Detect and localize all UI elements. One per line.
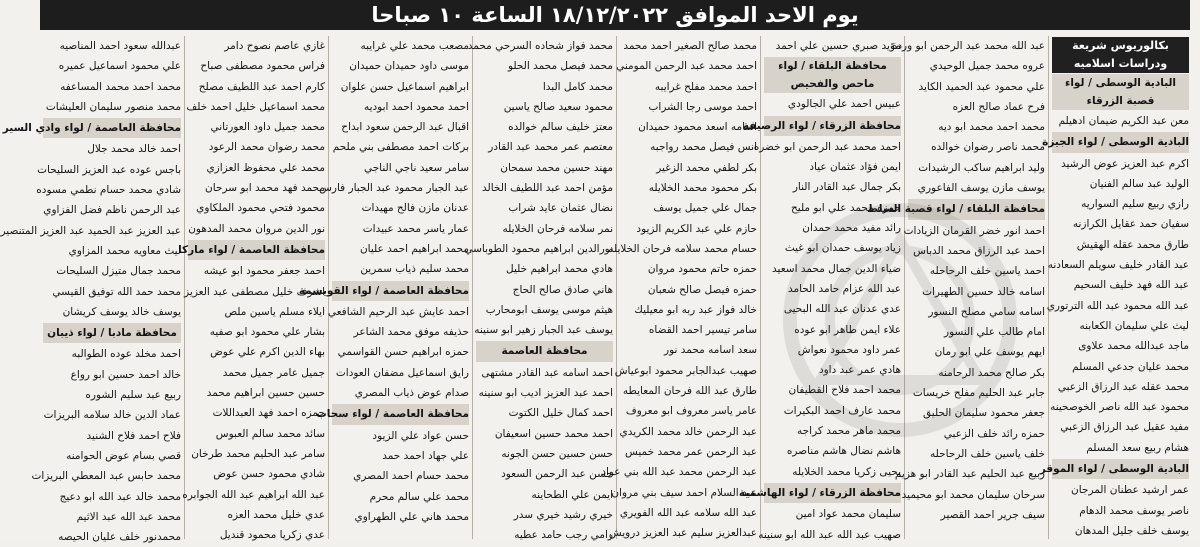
student-name: ناصر يوسف محمد الدهام (1079, 504, 1189, 517)
student-name: ايلاء مسلم ياسين ملص (224, 305, 325, 318)
student-name: سامر سعيد ناجي الناجي (363, 161, 469, 174)
student-name: عمر داود محمود نعواش (797, 343, 901, 356)
student-name: محمد احمد محمد ابو ديه (938, 121, 1045, 134)
student-name: رازي ربيع سليم السواريه (1081, 198, 1189, 211)
student-name: حمزه ابراهيم حسن القواسمي (337, 346, 469, 359)
student-name: جابر عبد الحليم مفلح خريسات (912, 387, 1045, 400)
student-name: مؤمن احمد عبد اللطيف الخالد (482, 182, 613, 195)
student-name: عدي عدنان عبد الله البحيى (783, 303, 901, 316)
student-name: عبدالعزيز سليم عبد العزيز درويش (608, 527, 757, 540)
district-heading: محافظة العاصمة / لواء وادي السير (43, 118, 181, 138)
student-name: عبد الله سلامه عبد الله الفويري (619, 506, 757, 519)
student-name: حسام محمد سلامه فرحان الخلايله (608, 242, 757, 255)
student-name: احمد محمود احمد ابوديه (363, 100, 469, 113)
student-name: معن عبد الكريم ضيمان ادهيلم (1058, 115, 1189, 127)
student-name: محمد ماهر محمد كراجه (797, 425, 901, 438)
student-name: علي جهاد احمد حمد (382, 449, 469, 462)
student-name: شادي محمد حسام نطمي مسوده (36, 184, 181, 197)
student-name: محمد عبد الله عبد الاثيم (76, 510, 181, 523)
student-name: هاني صادق صالح الحاج (512, 283, 613, 296)
student-name: انس فيصل محمد رواجبه (650, 141, 757, 154)
student-name: عبد الله عزام حامد الحامد (787, 282, 901, 295)
student-name: عبد الرحمن عمر محمد خميس (625, 445, 757, 458)
student-name: محمد جمال متيزل السليحات (56, 265, 181, 278)
district-heading: البادية الوسطى / لواء قصبة الزرقاء (1052, 74, 1189, 110)
student-name: احمد ياسين خلف الرحاحله (929, 265, 1045, 278)
student-name: يوسف خلف جليل المدهان (1074, 524, 1189, 537)
student-name: بكر لطفي محمد الزغير (656, 161, 757, 174)
student-name: نورالدين ابراهيم محمود الطوباسي (464, 242, 613, 255)
student-name: عامر ياسر معروف ابو معروف (625, 405, 757, 418)
student-name: خالد احمد حسين ابو رواع (70, 368, 181, 381)
student-name: ليث علي سليمان الكعابنه (1079, 319, 1189, 332)
student-name: باجس عوده عبد العزيز السليحات (37, 163, 181, 176)
student-name: بهاء الدين اكرم علي عوض (210, 346, 325, 359)
student-name: محمد عقله عبد الرزاق الزعبي (1057, 380, 1189, 393)
name-column (738, 36, 904, 541)
district-heading: البادية الوسطى / لواء الجيزة (1052, 132, 1189, 152)
student-name: محمد حسام احمد المصري (353, 470, 469, 483)
student-name: صهيب عبد الله عبد الله ابو سنينه (758, 528, 901, 541)
date-banner: يوم الاحد الموافق ١٨/١٢/٢٠٢٢ الساعة ١٠ صباحا (40, 0, 1190, 30)
student-name: احمد انور خضر القرمان الزيادات (903, 224, 1045, 237)
student-name: حسن حسين حسن الجونه (501, 447, 613, 460)
student-name: احمد مخلد عوده الطوالبه (71, 348, 181, 361)
district-heading: محافظة العاصمة / لواء سحاب (332, 404, 469, 424)
student-name: ايهم يوسف علي ابو رمان (934, 346, 1045, 359)
student-name: رايق اسماعيل مضفان العودات (335, 366, 469, 379)
student-name: هادي عمر عبد داود (818, 364, 901, 377)
student-name: بركات احمد مصطفى بني ملحم (332, 141, 469, 154)
student-name: طارق عبد الله فرحان المعايطه (622, 385, 757, 398)
student-name: صهيب عبدالجابر محمود ابوعياش (614, 364, 757, 377)
student-name: يحيى زكريا محمد الخلايله (792, 465, 901, 478)
student-name: سعد اسامه محمد نور (664, 344, 757, 357)
student-name: حذيفه موفق محمد الشاعر (353, 326, 469, 339)
student-name: عمار ياسر محمد عبيدات (362, 222, 469, 235)
student-name: احمد محمد مفلح غرايبه (654, 80, 757, 93)
student-name: احمد عبد العزيز اديب ابو سنينه (478, 387, 613, 400)
student-name: سليمان محمد عواد امين (795, 508, 901, 521)
student-name: يوسف عبد الجبار زهير ابو سنينه (474, 324, 613, 337)
student-name: حازم علي عبد الكريم الزيود (636, 222, 757, 235)
student-name: محمد رضوان محمد الرعود (208, 141, 325, 154)
district-heading: محافظة العاصمة / لواء القويسمة (332, 281, 469, 301)
student-name: زياد يوسف حمدان ابو غيث (784, 242, 901, 255)
student-name: عماد الدين خالد سلامه البريزات (43, 409, 181, 422)
student-name: محمد حمد الله توفيق القيسي (52, 285, 181, 298)
name-column (601, 36, 760, 540)
student-name: علاء ايمن طاهر ابو عوده (794, 323, 901, 336)
student-name: عبد الرحمن محمد عبد الله بني عواد (601, 466, 757, 479)
district-heading: البادية الوسطى / لواء الموقر (1052, 459, 1189, 479)
student-name: عبد الرحمن ناظم فضل الفزاوي (43, 204, 181, 217)
student-name: حسين حسين ابراهيم محمد (206, 387, 325, 400)
district-heading: محافظة الزرقاء / لواء الرصيفة (764, 116, 901, 136)
student-name: محمد هاني علي الطهراوي (354, 510, 469, 523)
student-name: خيري رشيد خيري سدر (513, 508, 613, 521)
student-name: علي محمود اسماعيل عميره (58, 60, 181, 73)
student-name: قصي بسام عوض الحوامنه (66, 449, 181, 462)
student-name: احمد اسامه عبد القادر مشتهى (481, 366, 613, 379)
student-name: ماجد عبدالله محمد علاوى (1078, 340, 1189, 353)
student-name: محمد سليم ذياب سمرين (360, 263, 469, 276)
student-name: اشرف خليل مصطفى عبد العزيز (184, 285, 325, 298)
student-name: احمد كمال خليل الكتوت (508, 407, 613, 420)
student-name: احمد محمد عبد الرحمن المومني (616, 60, 757, 73)
name-column (1039, 36, 1192, 539)
name-columns (0, 36, 1192, 544)
student-name: بشار علي محمود ابو صفيه (209, 326, 325, 339)
student-name: محمدنور خلف عليان الحيصه (58, 531, 181, 544)
name-column (867, 36, 1048, 539)
student-name: عبد الله محمود عبد الله الترتوري (1046, 299, 1189, 312)
student-name: احمد عايش عبد الرحيم الشافعي (327, 305, 469, 318)
district-heading: محافظة مادبا / لواء ذيبان (43, 323, 181, 343)
student-name: سامر تيسير احمد القضاه (648, 324, 757, 337)
student-name: محمد علي محفوظ العزازي (206, 161, 325, 174)
program-title: بكالوريوس شريعة ودراسات اسلاميه (1052, 37, 1189, 73)
student-name: علي محمود عبد الحميد الكايد (918, 80, 1045, 93)
student-name: محمد ناصر رضوان خوالده (931, 141, 1045, 154)
student-name: فراس محمود مصطفى صباح (200, 60, 325, 73)
district-heading: محافظة العاصمة (476, 341, 613, 361)
district-heading: محافظة العاصمة / لواء ماركا (188, 240, 325, 260)
student-name: نضال عثمان عايد شراب (508, 202, 613, 215)
student-name: محمد علي سالم محرم (369, 490, 469, 503)
student-name: صدام عوض ذياب المصري (354, 387, 469, 400)
student-name: خالد فواز عبد ربه ابو معيليك (634, 303, 757, 316)
student-name: اقبال عبد الرحمن سعود ابداح (341, 121, 469, 134)
student-name: محمد جميل داود العورتاني (210, 121, 325, 134)
student-name: محمد خالد عبد الله ابو دعيج (59, 490, 181, 503)
student-name: عمر ارشيد عطنان المرجان (1071, 484, 1189, 497)
district-heading: محافظة البلقاء / لواء قصبة السلط (908, 199, 1045, 219)
student-name: جمال علي جميل يوسف (653, 202, 757, 215)
student-name: حمزه رائد خلف الزعبي (943, 427, 1045, 440)
student-name: اسامه خالد حسين الطهيرات (922, 285, 1045, 298)
student-name: محمد احمد فلاح القطيفان (788, 384, 901, 397)
student-name: عبد الله فهد خليف السحيم (1073, 279, 1189, 292)
student-name: محمد احمد محمد المساعفه (60, 80, 181, 93)
student-name: غازي عاصم نصوح دامر (224, 40, 325, 52)
student-name: عبد الجبار محمود عبد الجبار فارس (319, 182, 469, 195)
student-name: محمد عارف احمد البكيرات (783, 404, 901, 417)
student-name: يوسف مازن يوسف الفاعوري (917, 182, 1045, 195)
student-name: هشام ربيع سعد المسلم (1086, 441, 1189, 454)
student-name: نور الدين مروان محمد المدهون (188, 222, 325, 235)
student-name: مهند حسين محمد سمحان (500, 161, 613, 174)
student-name: رامي رجب حامد عطيه (514, 529, 613, 542)
name-column (0, 36, 184, 544)
student-name: سامر عبد الحليم محمد طرخان (191, 447, 325, 460)
student-name: عدي زكريا محمود قنديل (219, 529, 325, 542)
student-name: طارق محمد عقله الهقيش (1076, 238, 1189, 251)
student-name: سرحان سليمان محمد ابو محيميد (901, 488, 1045, 501)
student-name: جعفر محمود سليمان الحليق (923, 407, 1045, 420)
student-name: عبد العزيز عبد الحميد عبد العزيز المتنصير (0, 224, 181, 237)
student-name: ضياء الدين جمال محمد اسعيد (772, 262, 901, 275)
student-name: حمزه احمد فهد العبداللات (212, 407, 325, 420)
student-name: اسامه اسعد محمود حميدان (638, 121, 757, 134)
student-name: بكر محمود محمد الخلايله (648, 182, 757, 195)
student-name: هادي محمد ابراهيم خليل (506, 263, 613, 276)
student-name: عروه محمد جميل الوحيدي (929, 60, 1045, 73)
student-name: هيثم موسى يوسف ابومحارب (485, 303, 613, 316)
student-name: اكرم عبد العزيز عوض الرشيد (1061, 157, 1189, 170)
name-column (464, 36, 616, 542)
student-name: عبد القادر خليف سويلم السعادنه (1047, 259, 1189, 272)
student-name: الوليد عبد سالم الفنيان (1089, 177, 1189, 190)
student-name: محمد كامل البدا (542, 80, 613, 93)
student-name: ربيع عبد سليم الشوره (85, 389, 181, 402)
student-name: كارم احمد عبد اللطيف مصلح (198, 80, 325, 93)
student-name: سفيان حمد عقايل الكرازنه (1072, 218, 1189, 231)
student-name: محمد ابراهيم احمد عليان (359, 242, 469, 255)
student-name: احمد جعفر محمود ابو عيشه (203, 265, 325, 278)
student-name: محمود سعيد صالح ياسين (503, 100, 613, 113)
student-name: مفيد عقيل عبد الرزاق الزعبي (1060, 421, 1189, 434)
student-name: سيف جرير احمد القصير (940, 508, 1045, 521)
student-name: محمد عليان جدعي المسلم (1072, 360, 1189, 373)
student-name: عدنان مازن فالح مهيدات (361, 202, 469, 215)
student-name: محمد فيصل محمد الحلو (507, 60, 613, 73)
student-name: معتصم عمر محمد عبد القادر (488, 141, 613, 154)
student-name: مؤيد صبري حسين علي احمد (775, 40, 901, 52)
student-name: عبيس احمد علي الجالودي (787, 98, 901, 111)
student-name: احمد محمد حسين اسعيفان (494, 427, 613, 440)
student-name: هاشم نضال هاشم مناصره (786, 445, 901, 458)
student-name: احمد محمد عبد الرحمن ابو خضره (753, 140, 901, 153)
student-name: ربيع عبد الحليم عبد القادر ابو هزيم (894, 468, 1045, 481)
student-name: معتز خليف سالم خوالده (508, 121, 613, 134)
name-column (298, 36, 472, 539)
student-name: جميل عامر جميل محمد (222, 366, 325, 379)
student-name: موسى داود حميدان حميدان (349, 60, 469, 73)
student-name: ابراهيم اسماعيل حسن علوان (340, 80, 469, 93)
student-name: رائد مفيد محمد حمدان (802, 222, 901, 235)
student-name: محمد اسماعيل خليل احمد خلف (186, 100, 325, 113)
student-name: نمر سلامه فرحان الخلايله (502, 222, 613, 235)
student-name: بكر صالح محمد الرحامنه (938, 366, 1045, 379)
student-name: خلف ياسين خلف الرحاحله (930, 447, 1045, 460)
district-heading: محافظة الزرقاء / لواء الهاشمية (764, 483, 901, 503)
student-name: احمد موسى رجا الشراب (648, 100, 757, 113)
student-name: فرح عماد صالح العزه (952, 100, 1045, 113)
student-name: حمزه محمد علي ابو مليح (791, 201, 901, 214)
student-name: ايمن فؤاد عثمان عياد (809, 161, 901, 174)
student-name: ايمن علي الطحاينه (531, 488, 613, 501)
student-name: ليث معاويه محمد المزاوي (68, 244, 181, 257)
student-name: حمزه حاتم محمود مروان (647, 263, 757, 276)
student-name: احمد عبد الرزاق محمد الدباس (913, 244, 1045, 257)
student-name: اسامه سامي مصلح النسور (928, 305, 1045, 318)
student-name: مصعب محمد علي غرايبه (360, 40, 469, 52)
student-name: سائد محمد سالم العبوس (215, 427, 325, 440)
student-name: محمد صالح الصغير احمد محمد (623, 40, 757, 52)
student-name: محمد منصور سليمان العليشات (45, 100, 181, 113)
student-name: عبد الله محمد عبد الرحمن ابو وردة (891, 40, 1045, 52)
student-name: محمد فواز شحاده السرحي محمد (467, 40, 613, 52)
student-name: محمد فهد محمد ابو سرحان (205, 182, 325, 195)
student-name: بكر جمال عبد القادر النار (792, 181, 901, 194)
student-name: امام طالب علي النسور (944, 326, 1045, 339)
student-name: يوسف خالد يوسف كريشان (62, 305, 181, 318)
student-name: احمد خالد محمد جلال (87, 143, 181, 156)
student-name: محمود عبد الله ناصر الخوصحينه (1050, 401, 1189, 414)
student-name: حمزه فيصل صالح شعبان (647, 283, 757, 296)
student-name: عبد الله ابراهيم عبد الله الجوابره (182, 488, 325, 501)
student-name: فلاح احمد فلاح الشنيد (86, 429, 181, 442)
student-name: حسن عواد علي الزيود (372, 429, 469, 442)
student-name: حسن عبد الرحمن السعود (501, 468, 613, 481)
student-name: شادي محمود حسن عوض (213, 468, 325, 481)
student-name: عبد السلام احمد سيف بني مروان (611, 486, 757, 499)
student-name: وليد ابراهيم ساكب الرشيدات (918, 161, 1045, 174)
district-heading: محافظة البلقاء / لواء ماحص والفحيص (764, 57, 901, 93)
student-name: محمد حابس عبد المعطي البريزات (31, 470, 181, 483)
student-name: عبدالله سعود احمد المناصيه (59, 40, 181, 52)
student-name: محمود فتحي محمود الملكاوي (196, 202, 325, 215)
student-name: عدي خليل محمد العزه (227, 508, 325, 521)
student-name: عبد الرحمن خالد محمد الكريدي (619, 425, 757, 438)
